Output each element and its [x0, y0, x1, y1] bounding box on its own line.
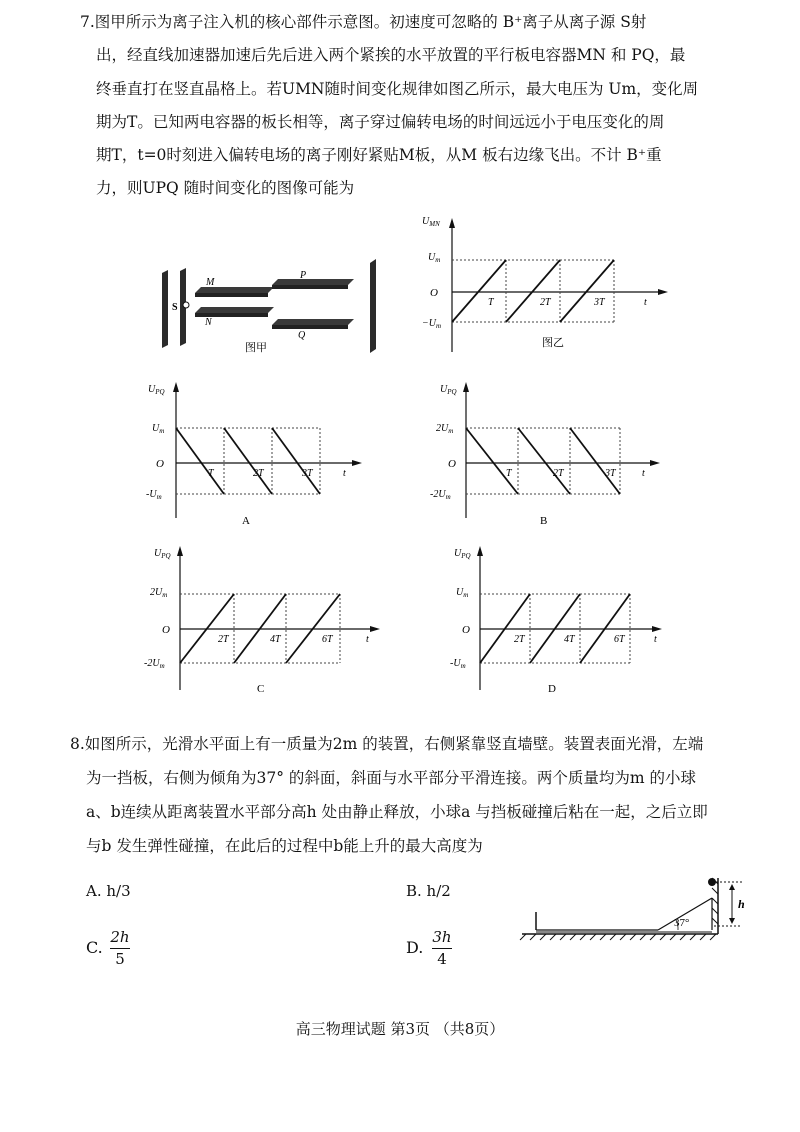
a-t1: T [208, 468, 214, 479]
height-label: h [738, 897, 745, 911]
graph-c [140, 540, 390, 700]
a-t3: 3T [302, 468, 313, 479]
d-t1: 2T [514, 634, 525, 645]
source-plate-left [162, 270, 168, 348]
d-origin: O [462, 624, 470, 636]
d-xlabel: t [654, 634, 657, 645]
q7-line-6: 力，则UPQ 随时间变化的图像可能为 [96, 179, 355, 197]
graph-d [420, 540, 670, 700]
b-t1: T [506, 468, 512, 479]
source-hole [183, 302, 189, 308]
d-ytop: $U_m$ [456, 587, 469, 599]
caption-yi: 图乙 [542, 337, 564, 349]
a-origin: O [156, 458, 164, 470]
plate-q-edge [272, 325, 348, 329]
c-origin: O [162, 624, 170, 636]
b-seg-2 [518, 428, 570, 494]
ground-hatch [520, 934, 716, 940]
plate-p [272, 279, 354, 285]
q7-line-3: 终垂直打在竖直晶格上。若UMN随时间变化规律如图乙所示，最大电压为 Um，变化周 [96, 80, 699, 98]
plate-p-edge [272, 285, 348, 289]
a-x-arrow [352, 460, 362, 466]
d-y-arrow [477, 546, 483, 556]
yi-ytop: $U_m$ [428, 252, 441, 264]
d-t3: 6T [614, 634, 625, 645]
q8-line-3: a、b连续从距离装置水平部分高h 处由静止释放，小球a 与挡板碰撞后粘在一起，之后立即 [86, 803, 708, 821]
d-t2: 4T [564, 634, 575, 645]
q7-line-2: 出，经直线加速器加速后先后进入两个紧挨的水平放置的平行板电容器MN 和 PQ，最 [96, 46, 686, 64]
b-t2: 2T [553, 468, 564, 479]
label-q: Q [298, 330, 306, 341]
q8-option-c-fraction-bar [110, 948, 130, 949]
yi-t3: 3T [594, 297, 605, 308]
q7-line-1: 7.图甲所示为离子注入机的核心部件示意图。初速度可忽略的 B⁺离子从离子源 S射 [80, 13, 647, 31]
d-x-arrow [652, 626, 662, 632]
yi-x-arrow [658, 289, 668, 295]
yi-seg-2 [506, 260, 560, 322]
c-xlabel: t [366, 634, 369, 645]
q8-line-2: 为一挡板，右侧为倾角为37° 的斜面，斜面与水平部分平滑连接。两个质量均为m 的小球 [86, 769, 697, 787]
c-t2: 4T [270, 634, 281, 645]
q8-option-c-denominator: 5 [115, 950, 125, 968]
c-ylabel: $U_{PQ}$ [154, 548, 171, 560]
q8-option-d-numerator: 3h [432, 928, 452, 946]
b-ytop: $2U_m$ [436, 423, 454, 435]
q8-option-d-fraction-bar [432, 948, 452, 949]
b-y-arrow [463, 382, 469, 392]
a-xlabel: t [343, 468, 346, 479]
a-ylabel: $U_{PQ}$ [148, 384, 165, 396]
c-t3: 6T [322, 634, 333, 645]
a-ytop: $U_m$ [152, 423, 165, 435]
a-option-label: A [242, 515, 250, 527]
figure-yi [412, 212, 672, 352]
c-x-arrow [370, 626, 380, 632]
q8-line-1: 8.如图所示，光滑水平面上有一质量为2m 的装置，右侧紧靠竖直墙壁。装置表面光滑，左端 [70, 735, 704, 753]
b-xlabel: t [642, 468, 645, 479]
label-n: N [205, 317, 212, 328]
figure-jia [150, 245, 390, 360]
c-t1: 2T [218, 634, 229, 645]
q8-figure [518, 868, 758, 948]
yi-origin: O [430, 287, 438, 299]
b-origin: O [448, 458, 456, 470]
q8-option-d-label: D. [406, 938, 424, 957]
d-option-label: D [548, 683, 556, 695]
q8-option-c-numerator: 2h [110, 928, 130, 946]
a-y-arrow [173, 382, 179, 392]
crystal-wall [370, 259, 376, 353]
c-option-label: C [257, 683, 265, 695]
b-option-label: B [540, 515, 548, 527]
a-seg-2 [224, 428, 272, 494]
q7-line-5: 期T，t=0时刻进入偏转电场的离子刚好紧贴M板，从M 板右边缘飞出。不计 B⁺重 [96, 146, 662, 164]
yi-xlabel: t [644, 297, 647, 308]
b-seg-1 [466, 428, 518, 494]
q8-option-c-label: C. [86, 938, 103, 957]
a-ybot: $-U_m$ [146, 489, 162, 501]
c-ybot: $-2U_m$ [144, 658, 165, 670]
b-x-arrow [650, 460, 660, 466]
a-seg-1 [176, 428, 224, 494]
a-seg-3 [272, 428, 320, 494]
page-footer: 高三物理试题 第3页 （共8页） [295, 1020, 505, 1038]
q8-line-4: 与b 发生弹性碰撞，在此后的过程中b能上升的最大高度为 [86, 837, 483, 855]
b-ylabel: $U_{PQ}$ [440, 384, 457, 396]
c-y-arrow [177, 546, 183, 556]
a-t2: 2T [253, 468, 264, 479]
yi-ylabel: $U_{MN}$ [422, 216, 440, 228]
yi-t1: T [488, 297, 494, 308]
height-arrow-down [729, 918, 735, 924]
graph-b [420, 376, 670, 528]
plate-q [272, 319, 354, 325]
c-ytop: $2U_m$ [150, 587, 168, 599]
label-m: M [206, 277, 215, 288]
q8-option-a: A. h/3 [86, 882, 131, 900]
b-t3: 3T [605, 468, 616, 479]
d-ylabel: $U_{PQ}$ [454, 548, 471, 560]
label-p: P [300, 270, 307, 281]
yi-ybot: $-U_m$ [422, 318, 442, 330]
yi-t2: 2T [540, 297, 551, 308]
caption-jia: 图甲 [245, 342, 267, 354]
angle-label: 37° [674, 917, 690, 929]
q8-option-b: B. h/2 [406, 882, 451, 900]
graph-a [140, 376, 370, 528]
d-ybot: $-U_m$ [450, 658, 466, 670]
yi-y-arrow [449, 218, 455, 228]
yi-seg-1 [452, 260, 506, 322]
b-ybot: $-2U_m$ [430, 489, 451, 501]
plate-n [195, 307, 274, 313]
q8-option-d-denominator: 4 [437, 950, 447, 968]
yi-seg-3 [560, 260, 614, 322]
height-arrow-up [729, 884, 735, 890]
label-s: S [172, 302, 178, 313]
plate-m-edge [195, 293, 268, 297]
b-seg-3 [570, 428, 620, 494]
q7-line-4: 期为T。已知两电容器的板长相等，离子穿过偏转电场的时间远远小于电压变化的周 [96, 113, 665, 131]
